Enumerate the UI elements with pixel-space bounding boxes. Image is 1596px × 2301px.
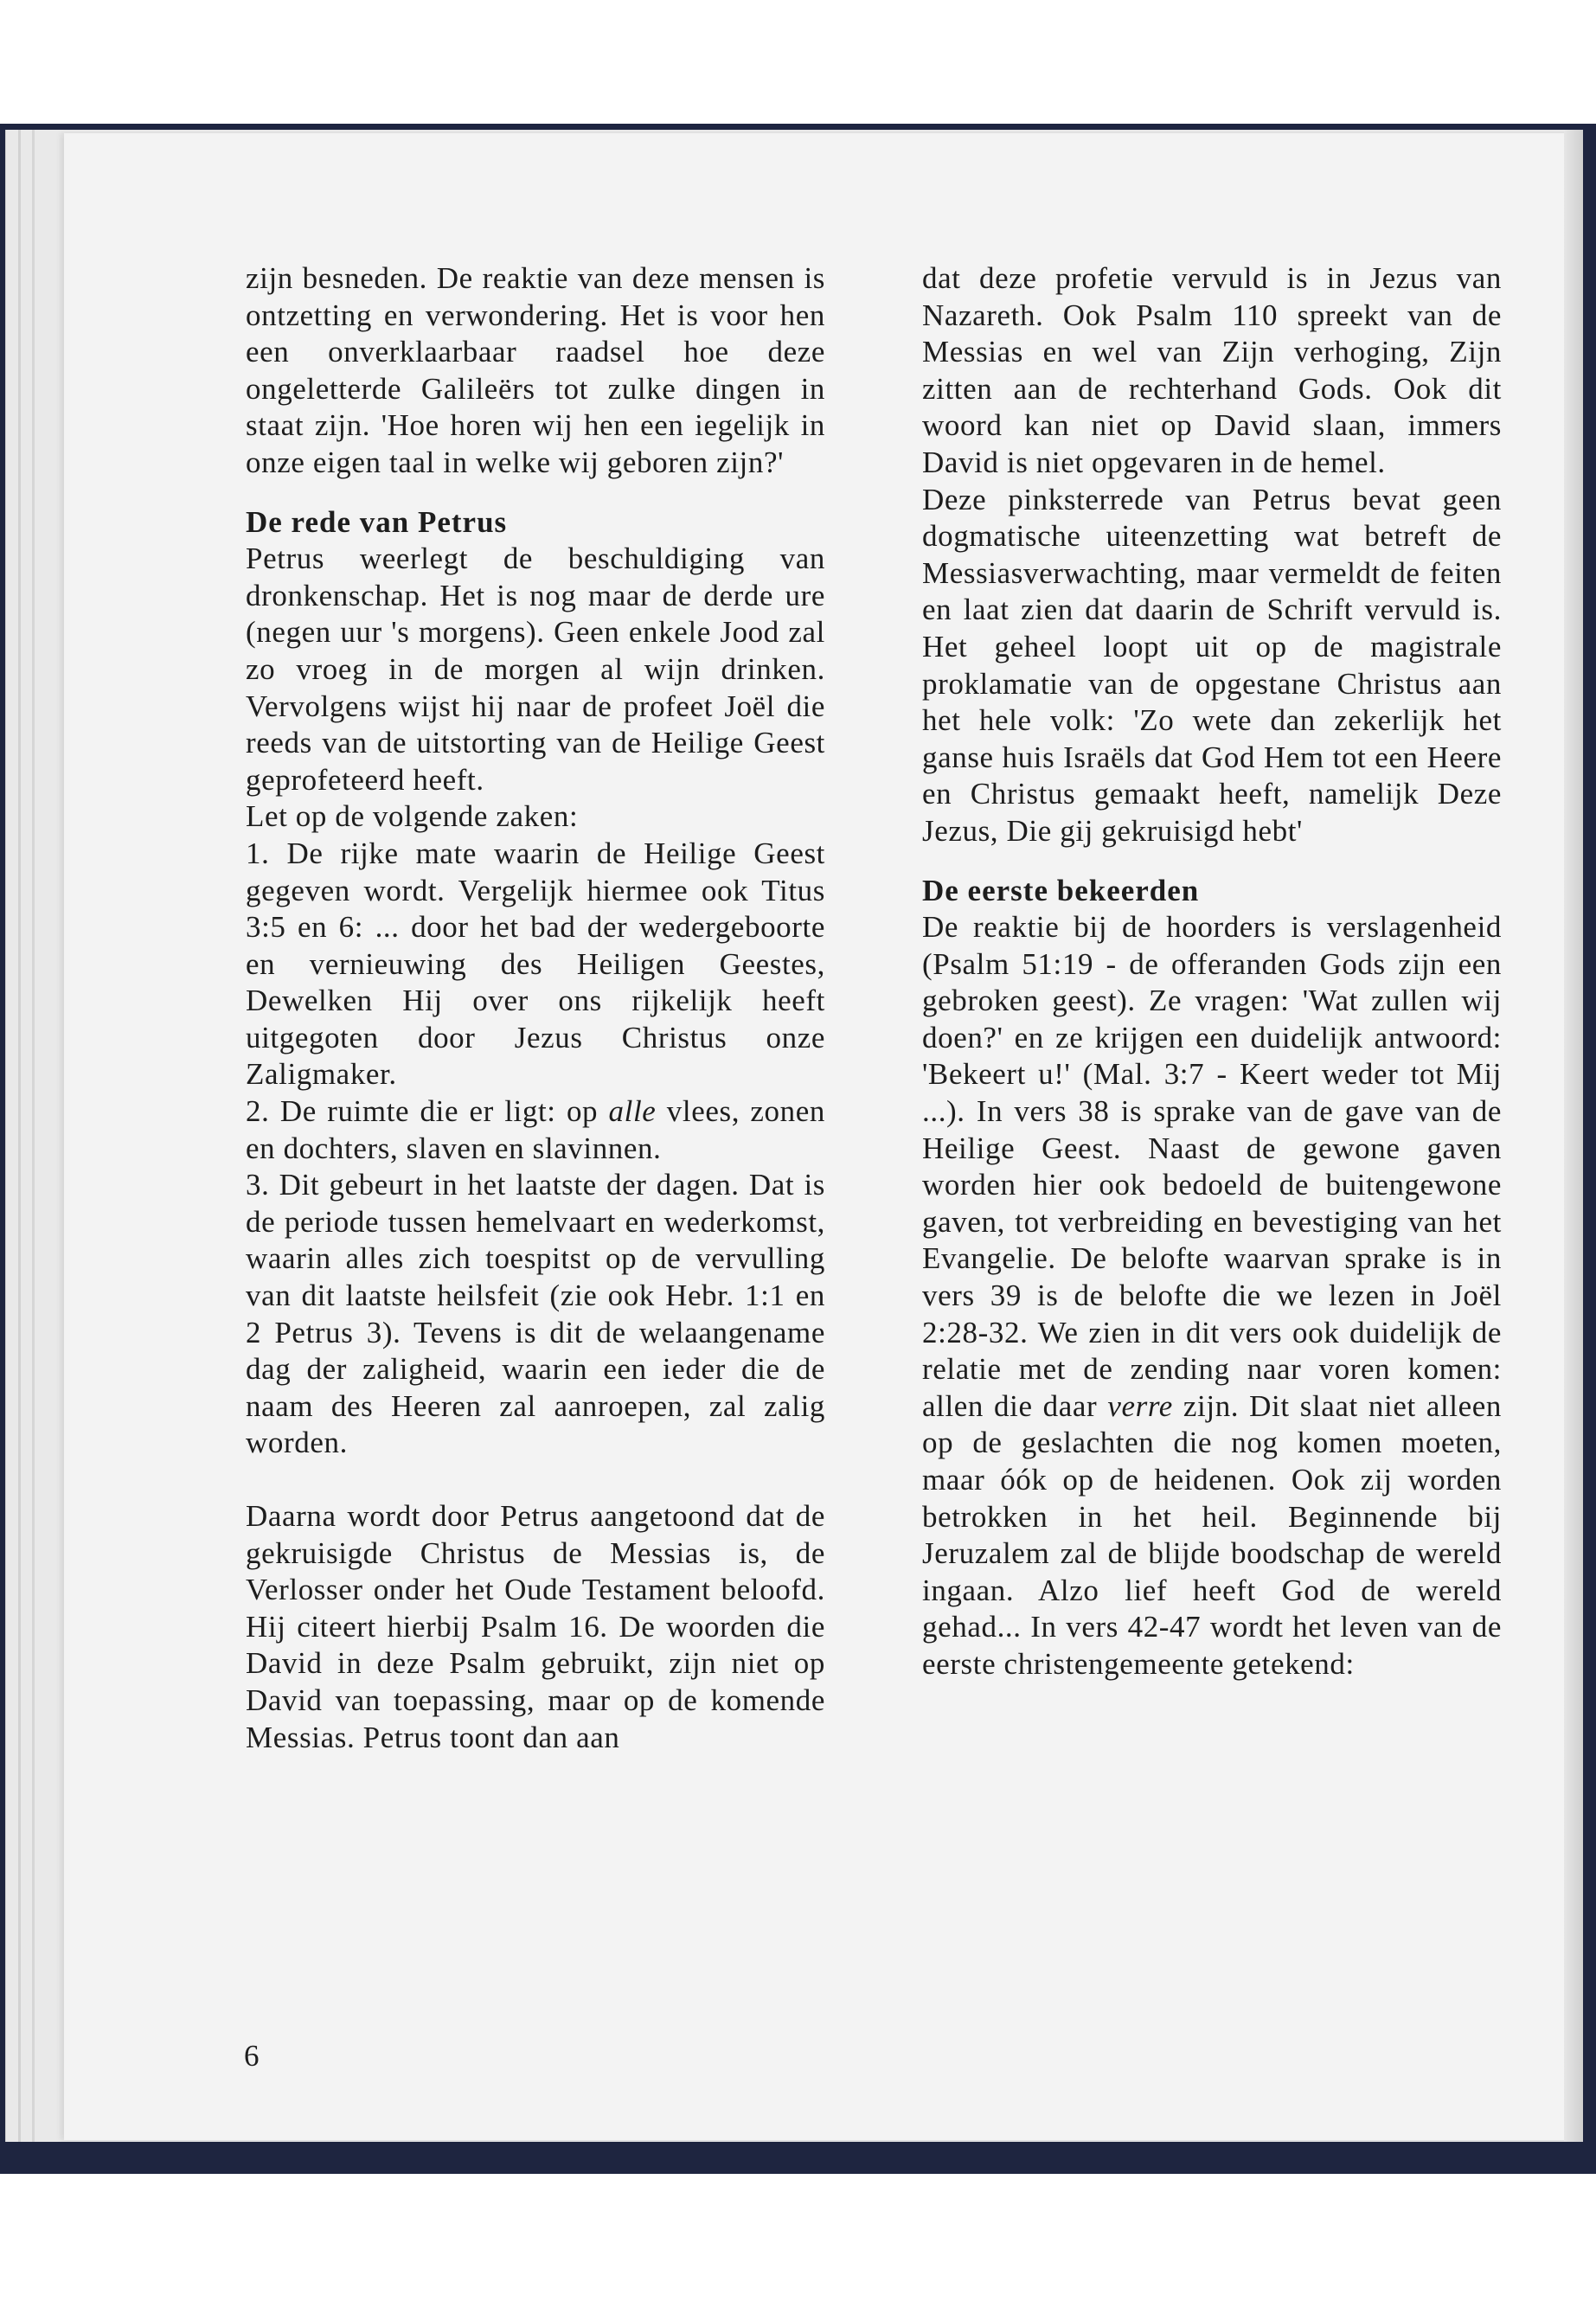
paragraph [246,1093,825,1167]
paragraph: zijn besneden. De reaktie van deze mensen is ontzetting en verwondering. Het is voor hen een onverklaarbaar raadsel hoe deze ongeletterde Galileërs tot zulke dingen in staat zijn. 'Hoe horen wij hen een iegelijk in onze eigen taal in welke wij geboren zijn?' [246,261,825,479]
paragraph: dat deze profetie vervuld is in Jezus van Nazareth. Ook Psalm 110 spreekt van de Messias en wel van Zijn verhoging, Zijn zitten aan de rechterhand Gods. Ook dit woord kan niet op David slaan, immers David is niet opgevaren in de hemel. [922,261,1502,479]
text-run: vlees, zonen en dochters, slaven en slavinnen. [246,1094,825,1165]
paragraph: 3. Dit gebeurt in het laatste der dagen. Dat is de periode tussen hemelvaart en wederkomst, waarin alles zich toespitst op de vervulling van dit laatste heilsfeit (zie ook Hebr. 1:1 en 2 Petrus 3). Tevens is dit de welaangename dag der zaligheid, waarin een ieder die de naam des Heeren zal aanroepen, zal zalig worden. [246,1168,825,1460]
paragraph: Let op de volgende zaken: [246,799,579,834]
paragraph: Daarna wordt door Petrus aangetoond dat de gekruisigde Christus de Messias is, de Verlosser onder het Oude Testament beloofd. Hij citeert hierbij Psalm 16. De woorden die David in deze Psalm gebruikt, zijn niet op David van toepassing, maar op de komende Messias. Petrus toont dan aan [246,1499,825,1754]
emphasis: alle [608,1094,657,1129]
right-column [922,260,1502,1683]
section-heading: De rede van Petrus [246,504,508,539]
text-run: zijn. Dit slaat niet alleen op de geslachten die nog komen moeten, maar óók op de heidenen. Ook zij worden betrokken in het heil. Beginnende bij Jeruzalem zal de blijde boodschap de wereld ingaan. Alzo lief heeft God de wereld gehad... In vers 42-47 wordt het leven van de eerste christengemeente getekend: [922,1388,1502,1681]
text-run: De reaktie bij de hoorders is verslagenheid (Psalm 51:19 - de offeranden Gods zijn een gebroken geest). Ze vragen: 'Wat zullen wij doen?' en ze krijgen een duidelijk antwoord: 'Bekeert u!' (Mal. 3:7 - Keert weder tot Mij ...). In vers 38 is sprake van de gave van de Heilige Geest. Naast de gewone gaven worden hier ook bedoeld de buitengewone gaven, tot verbreiding en bevestiging van het Evangelie. De belofte waarvan sprake is in vers 39 is de belofte die we lezen in Joël 2:28-32. We zien in dit vers ook duidelijk de relatie met de zending naar voren komen: allen die daar [922,910,1502,1423]
paragraph: Petrus weerlegt de beschuldiging van dronkenschap. Het is nog maar de derde ure (negen uur 's morgens). Geen enkele Jood zal zo vroeg in de morgen al wijn drinken. Vervolgens wijst hij naar de profeet Joël die reeds van de uitstorting van de Heilige Geest geprofeteerd heeft. [246,542,825,797]
page-right-edge [1564,130,1583,2142]
page-number: 6 [244,2039,260,2073]
paragraph: Deze pinksterrede van Petrus bevat geen dogmatische uiteenzetting wat betreft de Messiasverwachting, maar vermeldt de feiten en laat zien dat daarin de Schrift vervuld is. Het geheel loopt uit op de magistrale proklamatie van de opgestane Christus aan het hele volk: 'Zo wete dan zekerlijk het ganse huis Israëls dat God Hem tot een Heere en Christus gemaakt heeft, namelijk Deze Jezus, Die gij gekruisigd hebt' [922,482,1502,848]
paragraph: 1. De rijke mate waarin de Heilige Geest gegeven wordt. Vergelijk hiermee ook Titus 3:5 en 6: ... door het bad der wedergeboorte en vernieuwing des Heiligen Geestes, Dewelken Hij over ons rijkelijk heeft uitgegoten door Jezus Christus onze Zaligmaker. [246,836,825,1092]
paragraph [922,909,1502,1682]
section-heading: De eerste bekeerden [922,873,1200,907]
left-column [246,260,825,1756]
text-run: 2. De ruimte die er ligt: op [246,1094,609,1129]
emphasis: verre [1107,1388,1173,1423]
